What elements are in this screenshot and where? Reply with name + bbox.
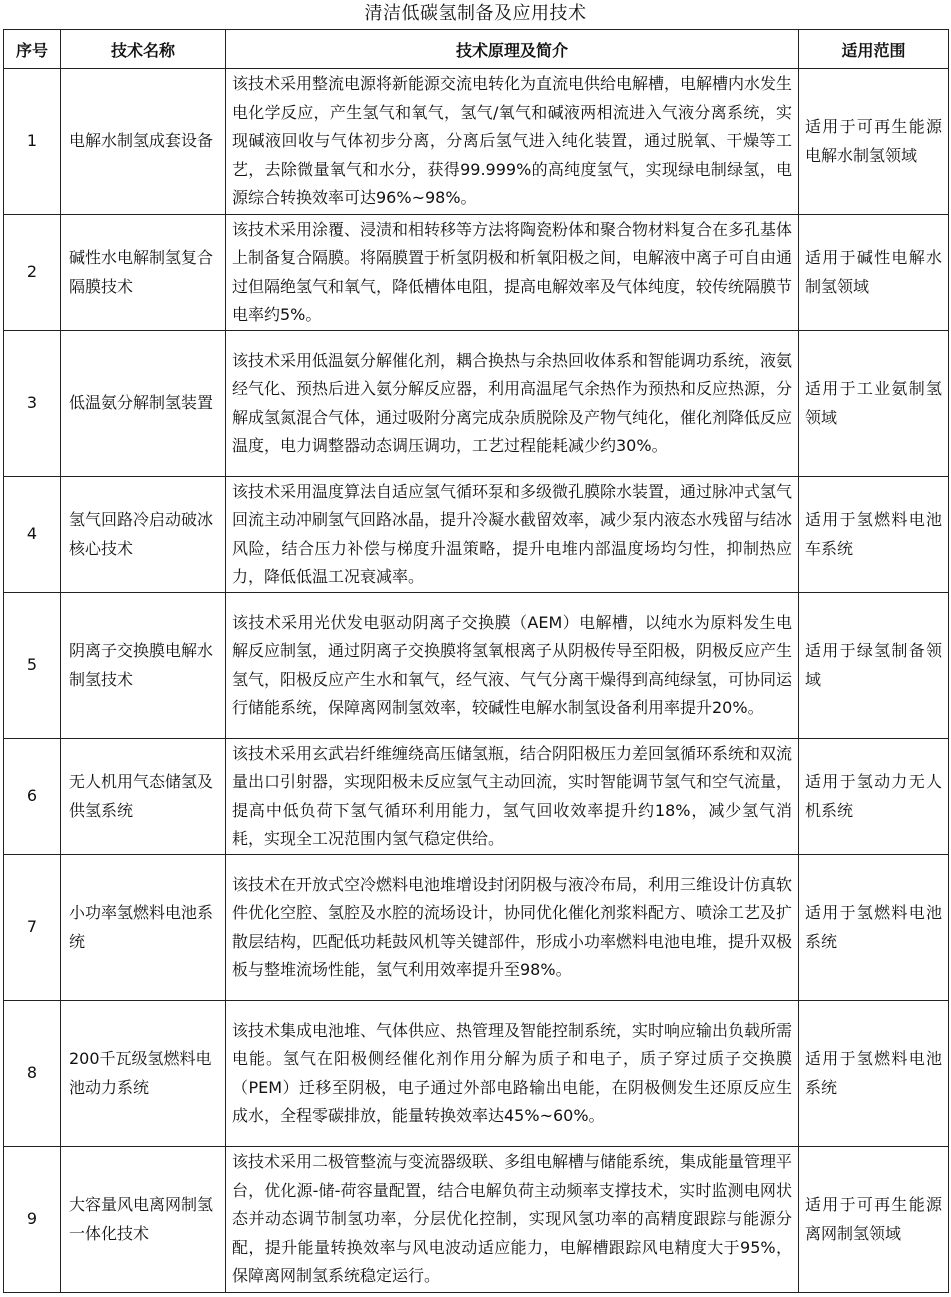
technology-name: 电解水制氢成套设备: [61, 69, 226, 215]
technology-name: 氢气回路冷启动破冰核心技术: [61, 477, 226, 593]
header-no: 序号: [4, 30, 61, 69]
page-title: 清洁低碳氢制备及应用技术: [364, 3, 587, 24]
technology-principle: 该技术集成电池堆、气体供应、热管理及智能控制系统，实时响应输出负载所需电能。氢气在阳极侧经催化剂作用分解为质子和电子，质子穿过质子交换膜（PEM）迁移至阴极，电子通过外部电路输出电能，在阴极侧发生还原反应生成水，全程零碳排放，能量转换效率达45%~60%。: [226, 1001, 799, 1147]
table-row: [4, 215, 949, 331]
application-scope: 适用于氢燃料电池系统: [799, 1001, 949, 1147]
application-scope: 适用于氢动力无人机系统: [799, 739, 949, 855]
table-row: [4, 331, 949, 477]
application-scope: 适用于可再生能源电解水制氢领域: [799, 69, 949, 215]
row-number: 9: [4, 1147, 61, 1293]
table-row: [4, 1001, 949, 1147]
application-scope: 适用于工业氨制氢领域: [799, 331, 949, 477]
technology-name: 小功率氢燃料电池系统: [61, 855, 226, 1001]
table-row: [4, 593, 949, 739]
technology-table: [3, 29, 949, 1293]
technology-principle: 该技术采用涂覆、浸渍和相转移等方法将陶瓷粉体和聚合物材料复合在多孔基体上制备复合隔膜。将隔膜置于析氢阴极和析氧阳极之间，电解液中离子可自由通过但隔绝氢气和氧气，降低槽体电阻，提高电解效率及气体纯度，较传统隔膜节电率约5%。: [226, 215, 799, 331]
table-row: [4, 855, 949, 1001]
technology-principle: 该技术采用温度算法自适应氢气循环泵和多级微孔膜除水装置，通过脉冲式氢气回流主动冲刷氢气回路冰晶，提升冷凝水截留效率，减少泵内液态水残留与结冰风险，结合压力补偿与梯度升温策略，提升电堆内部温度场均匀性，抑制热应力，降低低温工况衰减率。: [226, 477, 799, 593]
technology-principle: 该技术采用光伏发电驱动阴离子交换膜（AEM）电解槽，以纯水为原料发生电解反应制氢，通过阴离子交换膜将氢氧根离子从阴极传导至阳极，阴极反应产生氢气，阳极反应产生水和氧气，经气液、气气分离干燥得到高纯绿氢，可协同运行储能系统，保障离网制氢效率，较碱性电解水制氢设备利用率提升20%。: [226, 593, 799, 739]
technology-principle: 该技术采用二极管整流与变流器级联、多组电解槽与储能系统，集成能量管理平台，优化源-储-荷容量配置，结合电解负荷主动频率支撑技术，实时监测电网状态并动态调节制氢功率，分层优化控制，实现风氢功率的高精度跟踪与能源分配，提升能量转换效率与风电波动适应能力，电解槽跟踪风电精度大于95%，保障离网制氢系统稳定运行。: [226, 1147, 799, 1293]
technology-name: 无人机用气态储氢及供氢系统: [61, 739, 226, 855]
table-row: [4, 739, 949, 855]
row-number: 1: [4, 69, 61, 215]
technology-principle: 该技术在开放式空冷燃料电池堆增设封闭阴极与液冷布局，利用三维设计仿真软件优化空腔、氢腔及水腔的流场设计，协同优化催化剂浆料配方、喷涂工艺及扩散层结构，匹配低功耗鼓风机等关键部件，形成小功率燃料电池电堆，提升双极板与整堆流场性能，氢气利用效率提升至98%。: [226, 855, 799, 1001]
row-number: 8: [4, 1001, 61, 1147]
row-number: 6: [4, 739, 61, 855]
table-row: [4, 477, 949, 593]
header-scope: 适用范围: [799, 30, 949, 69]
row-number: 5: [4, 593, 61, 739]
header-name: 技术名称: [61, 30, 226, 69]
application-scope: 适用于氢燃料电池车系统: [799, 477, 949, 593]
technology-principle: 该技术采用低温氨分解催化剂，耦合换热与余热回收体系和智能调功系统，液氨经气化、预热后进入氨分解反应器，利用高温尾气余热作为预热和反应热源，分解成氢氮混合气体，通过吸附分离完成杂质脱除及产物气纯化，催化剂降低反应温度，电力调整器动态调压调功，工艺过程能耗减少约30%。: [226, 331, 799, 477]
table-row: [4, 1147, 949, 1293]
technology-name: 大容量风电离网制氢一体化技术: [61, 1147, 226, 1293]
technology-principle: 该技术采用整流电源将新能源交流电转化为直流电供给电解槽，电解槽内水发生电化学反应，产生氢气和氧气，氢气/氧气和碱液两相流进入气液分离系统，实现碱液回收与气体初步分离，分离后氢气进入纯化装置，通过脱氧、干燥等工艺，去除微量氧气和水分，获得99.999%的高纯度氢气，实现绿电制绿氢，电源综合转换效率可达96%~98%。: [226, 69, 799, 215]
application-scope: 适用于可再生能源离网制氢领域: [799, 1147, 949, 1293]
table-header-row: [4, 30, 949, 69]
application-scope: 适用于绿氢制备领域: [799, 593, 949, 739]
table-row: [4, 69, 949, 215]
technology-principle: 该技术采用玄武岩纤维缠绕高压储氢瓶，结合阴阳极压力差回氢循环系统和双流量出口引射器，实现阳极未反应氢气主动回流，实时智能调节氢气和空气流量，提高中低负荷下氢气循环利用能力，氢气回收效率提升约18%，减少氢气消耗，实现全工况范围内氢气稳定供给。: [226, 739, 799, 855]
technology-name: 阴离子交换膜电解水制氢技术: [61, 593, 226, 739]
application-scope: 适用于碱性电解水制氢领域: [799, 215, 949, 331]
header-principle: 技术原理及简介: [226, 30, 799, 69]
row-number: 3: [4, 331, 61, 477]
technology-name: 低温氨分解制氢装置: [61, 331, 226, 477]
row-number: 4: [4, 477, 61, 593]
row-number: 2: [4, 215, 61, 331]
technology-name: 碱性水电解制氢复合隔膜技术: [61, 215, 226, 331]
row-number: 7: [4, 855, 61, 1001]
application-scope: 适用于氢燃料电池系统: [799, 855, 949, 1001]
technology-name: 200千瓦级氢燃料电池动力系统: [61, 1001, 226, 1147]
